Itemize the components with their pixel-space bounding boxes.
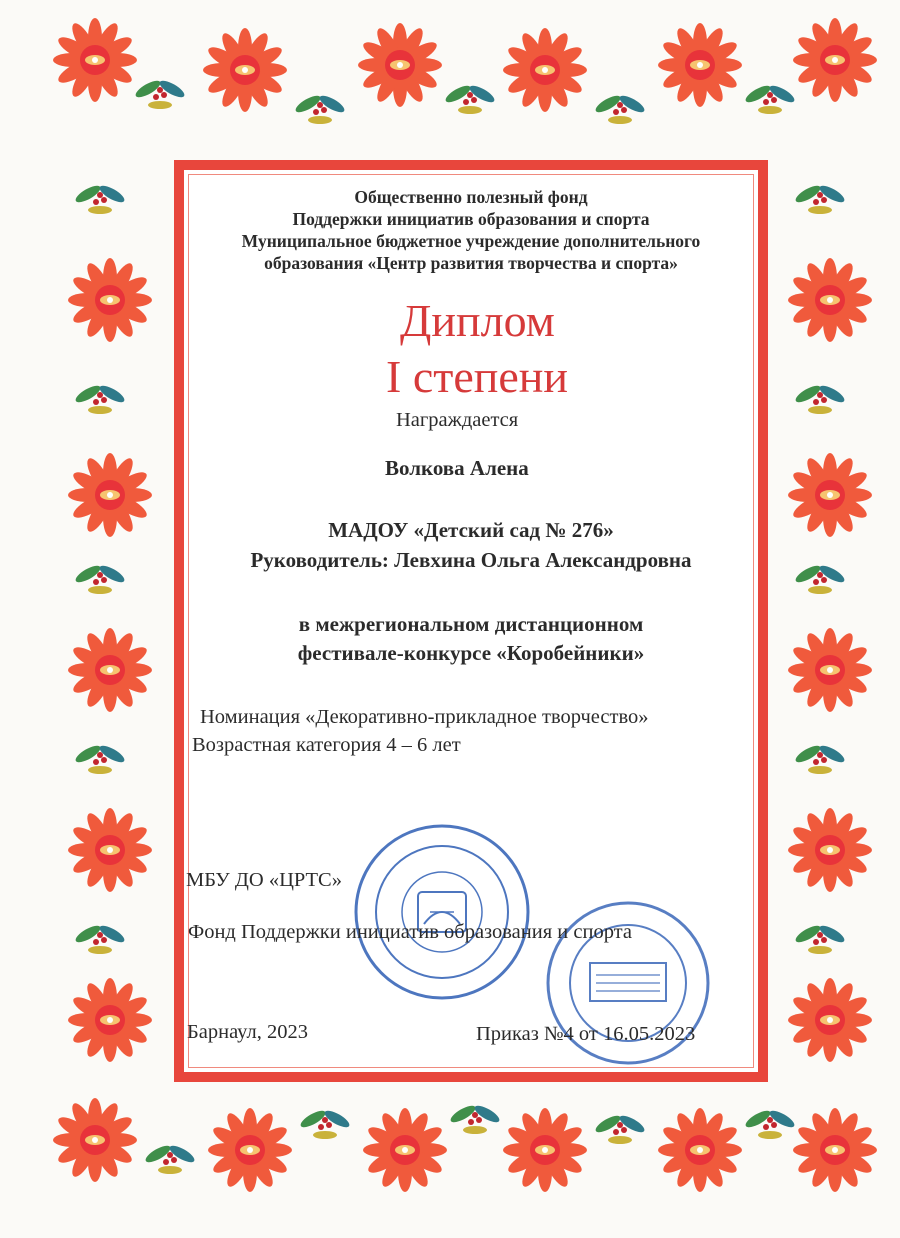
order-number: Приказ №4 от 16.05.2023 — [476, 1023, 696, 1045]
age-category: Возрастная категория 4 – 6 лет — [192, 734, 461, 756]
institution: МАДОУ «Детский сад № 276» — [328, 518, 614, 542]
recipient-name: Волкова Алена — [385, 456, 529, 480]
awarded-label: Награждается — [396, 409, 519, 431]
diploma-title: Диплом — [400, 295, 555, 346]
org-line-3: Муниципальное бюджетное учреждение дополнительного — [241, 231, 701, 251]
signer-1: МБУ ДО «ЦРТС» — [186, 869, 342, 891]
signer-2: Фонд Поддержки инициатив образования и спорта — [188, 921, 632, 943]
diploma-degree: I степени — [386, 351, 569, 402]
city-year: Барнаул, 2023 — [187, 1021, 308, 1043]
org-line-4: образования «Центр развития творчества и спорта» — [264, 253, 678, 273]
org-line-1: Общественно полезный фонд — [354, 187, 588, 207]
org-line-2: Поддержки инициатив образования и спорта — [292, 209, 650, 229]
supervisor: Руководитель: Левхина Ольга Александровна — [250, 548, 692, 572]
nomination: Номинация «Декоративно-прикладное творчество» — [200, 706, 649, 728]
event-line-2: фестивале-конкурсе «Коробейники» — [297, 641, 645, 665]
event-line-1: в межрегиональном дистанционном — [298, 612, 644, 636]
